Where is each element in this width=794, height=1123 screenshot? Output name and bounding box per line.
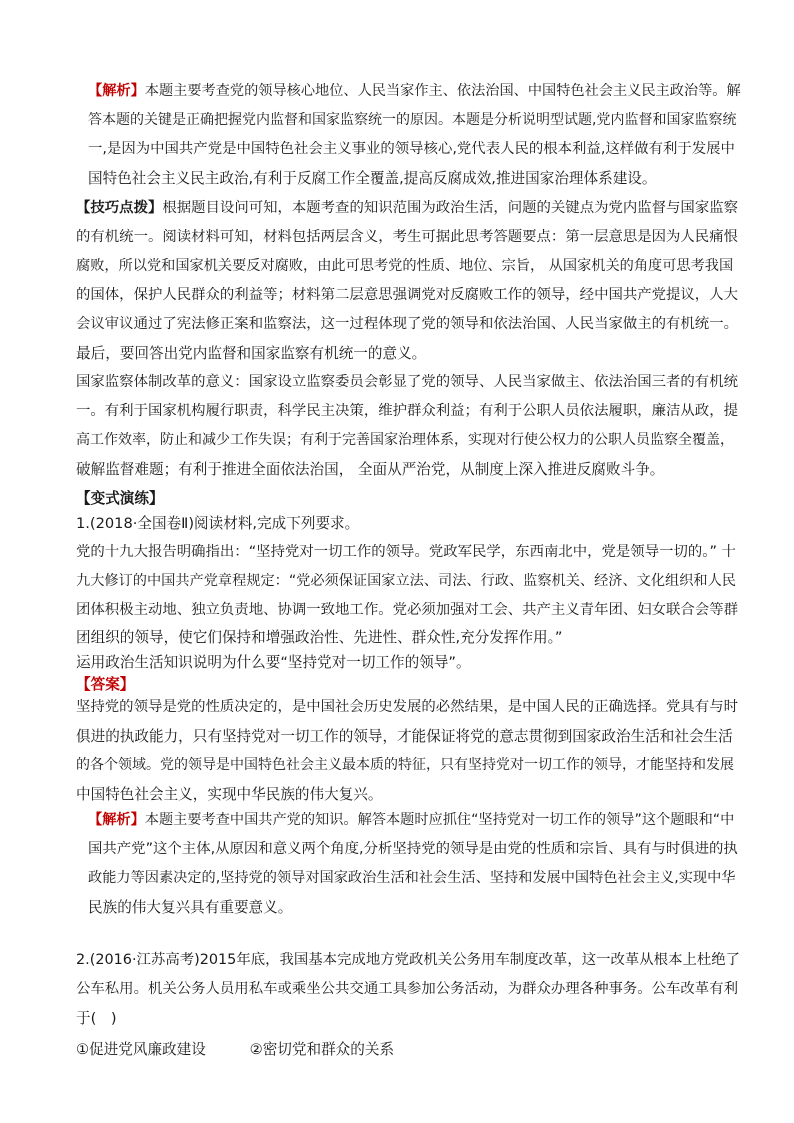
analysis-line: 一,是因为中国共产党是中国特色社会主义事业的领导核心,党代表人民的根本利益,这样做有利于发展中 [88,141,735,157]
question-1-line: 1.(2018·全国卷Ⅱ)阅读材料,完成下列要求。 [76,515,360,532]
question-2-options: ①促进党风廉政建设 ②密切党和群众的关系 [76,1041,395,1058]
question-2-line: 2.(2016·江苏高考)2015年底，我国基本完成地方党政机关公务用车制度改革，这一改革从根本上杜绝了 [76,952,741,968]
analysis-line: 国共产党”这个主体,从原因和意义两个角度,分析坚持党的领导是由党的性质和宗旨、具有与时俱进的执 [88,841,738,857]
tips-line: 【技巧点拨】根据题目设问可知，本题考查的知识范围为政治生活，问题的关键点为党内监督与国家监察 [76,200,738,216]
tips-tag: 【技巧点拨】 [76,200,163,216]
analysis-tag: 【解析】 [88,812,145,828]
answer-section [76,693,742,809]
question-1 [76,509,742,675]
tips-line: 腐败，所以党和国家机关要反对腐败，由此可思考党的性质、地位、宗旨， 从国家机关的角度可思考我国 [76,258,734,274]
analysis-tag: 【解析】 [88,83,145,99]
significance-line: 国家监察体制改革的意义：国家设立监察委员会彰显了党的领导、人民当家做主、依法治国三者的有机统 [76,374,738,390]
answer-line: 的各个领域。党的领导是中国特色社会主义最本质的特征，只有坚持党对一切工作的领导，才能坚持和发展 [76,757,734,773]
tips-line: 的国体，保护人民群众的利益等；材料第二层意思强调党对反腐败工作的领导，经中国共产党提议，人大 [76,287,738,303]
analysis-line: 【解析】本题主要考查中国共产党的知识。解答本题时应抓住“坚持党对一切工作的领导”这个题眼和“中 [88,812,735,828]
analysis-line: 民族的伟大复兴具有重要意义。 [88,899,293,916]
question-1-line: 团组织的领导，使它们保持和增强政治性、先进性、群众性,充分发挥作用。” [76,629,563,646]
analysis-section-2 [88,806,742,922]
answer-line: 中国特色社会主义，实现中华民族的伟大复兴。 [76,786,383,803]
tips-line: 的有机统一。阅读材料可知，材料包括两层含义，考生可据此思考答题要点：第一层意思是因为人民痛恨 [76,229,738,245]
question-2-line: 公车私用。机关公务人员用私车或乘坐公共交通工具参加公务活动，为群众办理各种事务。公车改革有利 [76,981,738,997]
answer-heading: 【答案】 [76,676,135,693]
answer-line: 俱进的执政能力，只有坚持党对一切工作的领导，才能保证将党的意志贯彻到国家政治生活和社会生活 [76,728,733,745]
answer-line: 坚持党的领导是党的性质决定的，是中国社会历史发展的必然结果，是中国人民的正确选择。党具有与时 [76,699,738,715]
analysis-line: 【解析】本题主要考查党的领导核心地位、人民当家作主、依法治国、中国特色社会主义民主政治等。解 [88,83,741,99]
tips-line: 最后，要回答出党内监督和国家监察有机统一的意义。 [76,345,427,362]
analysis-line: 国特色社会主义民主政治,有利于反腐工作全覆盖,提高反腐成效,推进国家治理体系建设。 [88,170,657,187]
tips-line: 会议审议通过了宪法修正案和监察法，这一过程体现了党的领导和依法治国、人民当家做主的有机统一。 [76,316,738,332]
significance-section [76,368,742,484]
analysis-line: 答本题的关键是正确把握党内监督和国家监察统一的原因。本题是分析说明型试题,党内监督和国家监察统 [88,112,737,128]
question-1-line: 党的十九大报告明确指出：“坚持党对一切工作的领导。党政军民学，东西南北中，党是领导一切的。” 十 [76,544,736,560]
tips-section [76,194,742,368]
question-2-line: 于( ) [76,1010,117,1027]
significance-line: 一。有利于国家机构履行职责，科学民主决策，维护群众利益；有利于公职人员依法履职，廉洁从政，提 [76,403,738,419]
analysis-line: 政能力等因素决定的,坚持党的领导对国家政治生活和社会生活、坚持和发展中国特色社会主义,实现中华 [88,870,736,886]
variant-heading: 【变式演练】 [76,490,164,507]
question-1-line: 团体积极主动地、独立负责地、协调一致地工作。党必须加强对工会、共产主义青年团、妇女联合会等群 [76,602,738,618]
question-2 [76,946,742,1064]
question-1-line: 运用政治生活知识说明为什么要“坚持党对一切工作的领导”。 [76,654,471,671]
significance-line: 高工作效率，防止和减少工作失误；有利于完善国家治理体系，实现对行使公权力的公职人员监察全覆盖， [76,432,734,448]
question-1-line: 九大修订的中国共产党章程规定：“党必须保证国家立法、司法、行政、监察机关、经济、文化组织和人民 [76,573,736,589]
significance-line: 破解监督难题；有利于推进全面依法治国， 全面从严治党，从制度上深入推进反腐败斗争。 [76,461,665,478]
analysis-section-1 [88,77,742,193]
